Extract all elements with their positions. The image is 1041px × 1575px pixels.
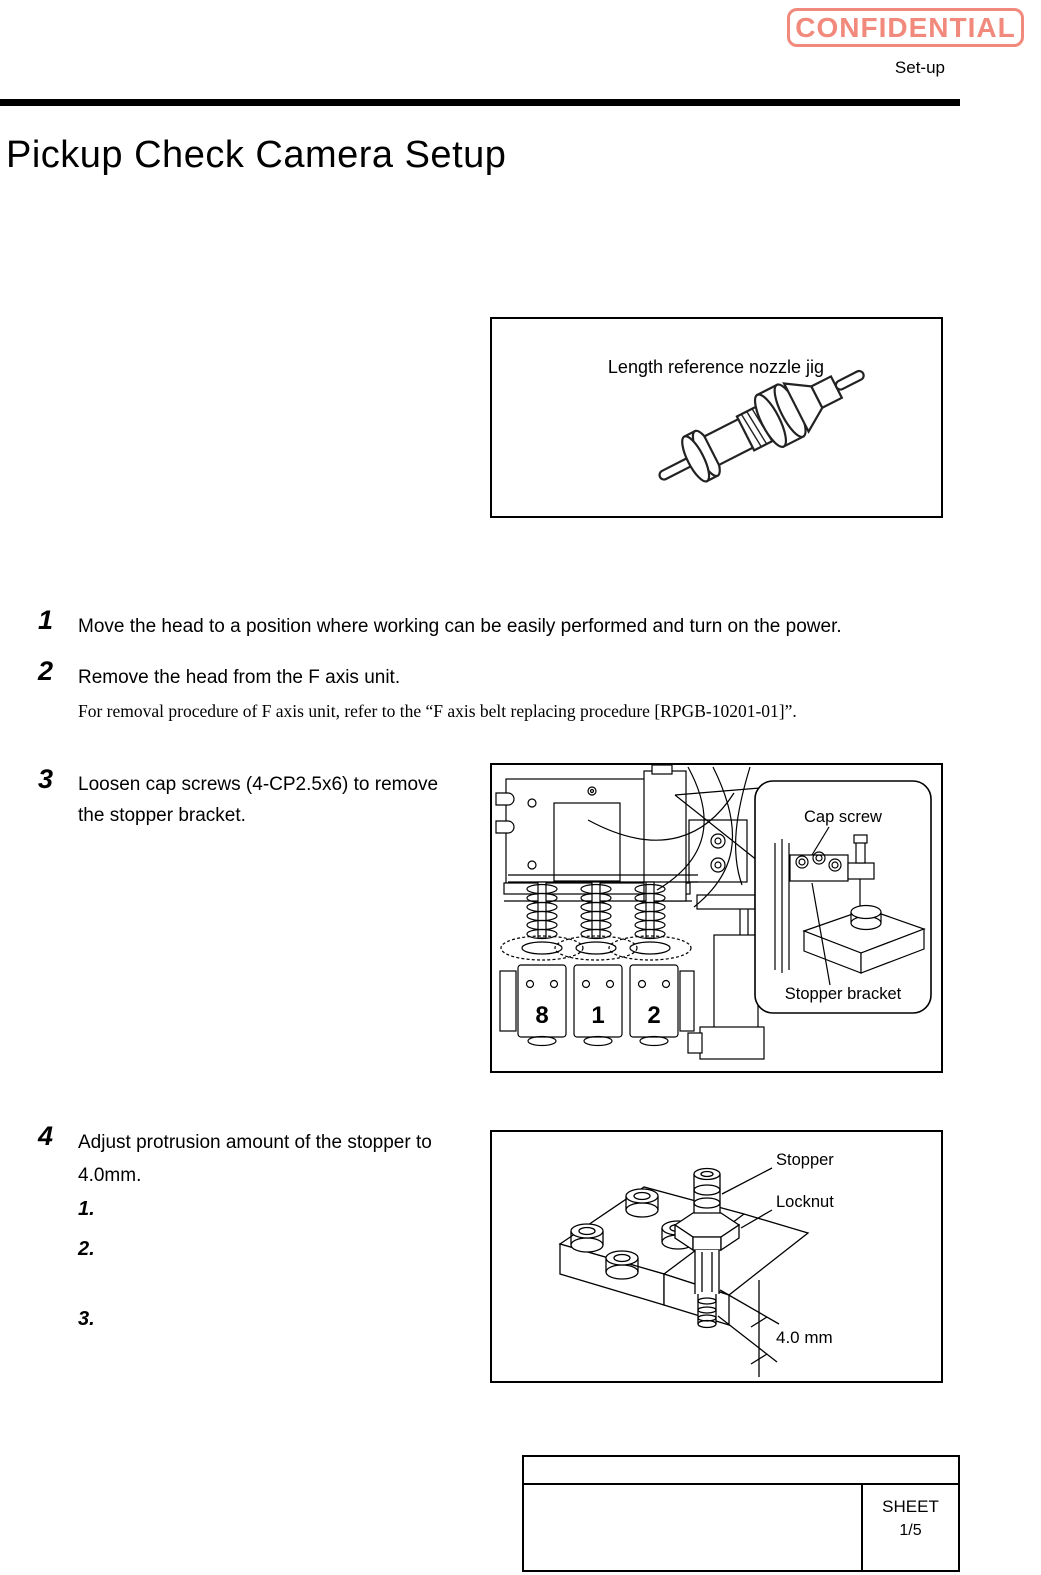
confidential-stamp: CONFIDENTIAL — [787, 8, 1024, 47]
step-4-text — [78, 1126, 478, 1192]
sheet-table-main-row — [524, 1485, 958, 1570]
locknut-label: Locknut — [776, 1193, 834, 1211]
stopper-bracket-label: Stopper bracket — [784, 985, 902, 1003]
sheet-label: SHEET — [882, 1497, 939, 1516]
sheet-number: 1/5 — [899, 1522, 922, 1539]
figure-jig-box — [490, 317, 943, 518]
dimension-label: 4.0 mm — [776, 1328, 833, 1347]
step-4-line-1: Adjust protrusion amount of the stopper to — [78, 1132, 432, 1153]
section-label: Set-up — [894, 58, 945, 77]
page-title: Pickup Check Camera Setup — [6, 134, 507, 176]
step-4-number: 4 — [38, 1121, 54, 1151]
sheet-table-right-cell — [861, 1485, 958, 1570]
nozzle-number-2: 2 — [647, 1002, 661, 1029]
jig-drawing — [492, 319, 941, 516]
step-4-line-2: 4.0mm. — [78, 1165, 142, 1186]
sheet-table-top-row — [524, 1457, 958, 1485]
step-3-line-2: the stopper bracket. — [78, 805, 246, 826]
head-drawing — [492, 765, 941, 1071]
step-3-text — [78, 769, 478, 831]
stopper-label: Stopper — [776, 1151, 834, 1169]
sheet-table — [522, 1455, 960, 1572]
sheet-table-left-cell — [524, 1485, 861, 1570]
step-2-note: For removal procedure of F axis unit, refer to the “F axis belt replacing procedure [RPGB-10201-01]”. — [78, 701, 797, 721]
step-2-number: 2 — [38, 656, 54, 686]
figure-head-box — [490, 763, 943, 1073]
header-rule — [0, 99, 960, 106]
step-2-text: Remove the head from the F axis unit. — [78, 667, 401, 688]
step-1-text: Move the head to a position where working can be easily performed and turn on the power. — [78, 616, 842, 637]
figure-stopper-box — [490, 1130, 943, 1383]
step-1-number: 1 — [38, 605, 54, 635]
nozzle-number-8: 8 — [535, 1002, 549, 1029]
substep-2: 2. — [78, 1238, 95, 1260]
substep-3: 3. — [78, 1308, 95, 1330]
substep-1: 1. — [78, 1198, 95, 1220]
nozzle-number-1: 1 — [591, 1002, 605, 1029]
cap-screw-label: Cap screw — [804, 808, 882, 826]
step-3-line-1: Loosen cap screws (4-CP2.5x6) to remove — [78, 774, 439, 795]
step-3-number: 3 — [38, 764, 54, 794]
jig-caption: Length reference nozzle jig — [607, 357, 825, 377]
stopper-drawing — [492, 1132, 941, 1381]
